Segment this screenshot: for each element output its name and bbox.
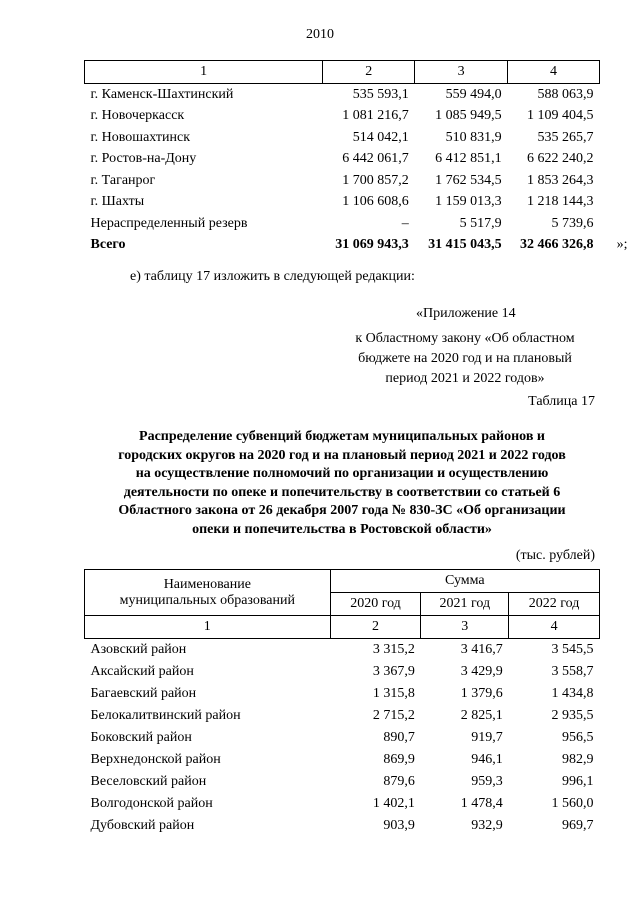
table-number: Таблица 17	[528, 394, 595, 409]
value-2021: 3 429,9	[460, 664, 503, 679]
municipality-name: Аксайский район	[90, 664, 194, 679]
column-number: 4	[509, 616, 600, 639]
value-2022: 956,5	[562, 730, 594, 745]
value-2022: 996,1	[562, 774, 594, 789]
law-line: бюджете на 2020 год и на плановый	[358, 351, 572, 366]
value-2020: 1 081 216,7	[342, 108, 409, 124]
column-header-year: 2020 год	[330, 593, 421, 616]
column-number: 1	[85, 61, 323, 84]
column-header-line: Наименование	[163, 576, 251, 592]
value-2021: 1 762 534,5	[435, 172, 502, 188]
value-2022: 3 558,7	[551, 664, 594, 679]
heading-line: Областного закона от 26 декабря 2007 года № 830-ЗС «Об организации	[118, 503, 566, 518]
total-2021: 31 415 043,5	[428, 237, 502, 253]
column-header-name	[85, 570, 331, 616]
value-2020: –	[401, 215, 409, 231]
table-17-numbers-row	[85, 616, 600, 639]
municipality-name: г. Новошахтинск	[90, 129, 191, 145]
value-2021: 1 379,6	[460, 686, 503, 701]
municipality-name: г. Каменск-Шахтинский	[90, 86, 234, 102]
page-number: 2010	[306, 27, 334, 42]
value-2020: 903,9	[383, 818, 415, 833]
column-number: 4	[508, 61, 600, 84]
value-2022: 5 739,6	[551, 215, 594, 231]
law-line: к Областному закону «Об областном	[355, 331, 575, 346]
table-17	[84, 569, 600, 837]
table-row	[85, 683, 600, 705]
municipality-name: г. Таганрог	[90, 172, 156, 188]
table-row	[85, 213, 600, 235]
value-2021: 946,1	[471, 752, 503, 767]
value-2020: 879,6	[383, 774, 415, 789]
value-2020: 3 367,9	[372, 664, 415, 679]
table-row	[85, 661, 600, 683]
law-line: период 2021 и 2022 годов»	[385, 371, 545, 386]
value-2021: 5 517,9	[459, 215, 502, 231]
table-row	[85, 749, 600, 771]
value-2021: 932,9	[471, 818, 503, 833]
table-row	[85, 84, 600, 106]
heading-line: на осуществление полномочий по организации и осуществлению	[135, 466, 549, 481]
closing-quote: »;	[616, 237, 628, 253]
law-reference	[330, 329, 600, 389]
column-number: 1	[85, 616, 331, 639]
value-2020: 514 042,1	[352, 129, 409, 145]
column-header-sum: Сумма	[330, 570, 599, 593]
appendix-label: «Приложение 14	[416, 306, 516, 321]
municipality-name: Багаевский район	[90, 686, 197, 701]
table-row	[85, 727, 600, 749]
table-1-total-row	[85, 235, 600, 257]
value-2021: 2 825,1	[460, 708, 503, 723]
value-2022: 1 218 144,3	[527, 194, 594, 210]
value-2022: 3 545,5	[551, 642, 594, 657]
value-2021: 3 416,7	[460, 642, 503, 657]
value-2021: 6 412 851,1	[435, 151, 502, 167]
value-2020: 1 106 608,6	[342, 194, 409, 210]
value-2020: 3 315,2	[372, 642, 415, 657]
value-2021: 959,3	[471, 774, 503, 789]
value-2022: 2 935,5	[551, 708, 594, 723]
units-label: (тыс. рублей)	[515, 548, 595, 563]
municipality-name: г. Ростов-на-Дону	[90, 151, 197, 167]
column-header-year: 2021 год	[421, 593, 509, 616]
municipality-name: Верхнедонской район	[90, 752, 221, 767]
heading-line: деятельности по опеке и попечительству в соответствии со статьей 6	[123, 484, 561, 500]
total-2020: 31 069 943,3	[335, 237, 409, 253]
value-2022: 1 853 264,3	[527, 172, 594, 188]
value-2020: 1 315,8	[372, 686, 415, 701]
table-row	[85, 170, 600, 192]
value-2020: 869,9	[383, 752, 415, 767]
value-2022: 1 560,0	[551, 796, 594, 811]
value-2021: 919,7	[471, 730, 503, 745]
value-2022: 982,9	[562, 752, 594, 767]
municipality-name: Боковский район	[90, 730, 192, 745]
value-2021: 1 478,4	[460, 796, 503, 811]
table-17-header-row	[85, 570, 600, 593]
value-2022: 6 622 240,2	[527, 151, 594, 167]
municipality-name: Нераспределенный резерв	[90, 215, 248, 231]
municipality-name: Волгодонской район	[90, 796, 213, 811]
municipality-name: г. Шахты	[90, 194, 145, 210]
value-2020: 535 593,1	[352, 86, 409, 102]
value-2022: 969,7	[562, 818, 594, 833]
value-2021: 510 831,9	[445, 129, 502, 145]
column-number: 3	[415, 61, 508, 84]
value-2020: 1 402,1	[372, 796, 415, 811]
table-row	[85, 106, 600, 128]
value-2021: 1 085 949,5	[435, 108, 502, 124]
value-2020: 6 442 061,7	[342, 151, 409, 167]
value-2022: 1 109 404,5	[527, 108, 594, 124]
column-number: 2	[323, 61, 415, 84]
value-2022: 1 434,8	[551, 686, 594, 701]
table-row	[85, 127, 600, 149]
heading-line: городских округов на 2020 год и на плановый период 2021 и 2022 годов	[118, 447, 566, 463]
table-row	[85, 149, 600, 171]
municipality-name: Веселовский район	[90, 774, 207, 789]
value-2021: 559 494,0	[445, 86, 502, 102]
table-1-header-row	[85, 61, 600, 84]
table-row	[85, 793, 600, 815]
total-2022-value: 32 466 326,8	[520, 237, 594, 253]
table-row	[85, 815, 600, 837]
value-2020: 890,7	[383, 730, 415, 745]
municipality-name: г. Новочеркасск	[90, 108, 185, 124]
value-2022: 535 265,7	[537, 129, 594, 145]
value-2021: 1 159 013,3	[435, 194, 502, 210]
total-label: Всего	[90, 237, 126, 253]
heading-line: опеки и попечительства в Ростовской области»	[192, 521, 492, 537]
total-2022	[508, 235, 628, 257]
column-number: 2	[330, 616, 421, 639]
table-row	[85, 639, 600, 662]
value-2022: 588 063,9	[537, 86, 594, 102]
table-row	[85, 771, 600, 793]
column-header-year: 2022 год	[509, 593, 600, 616]
municipality-name: Азовский район	[90, 642, 187, 657]
column-header-line: муниципальных образований	[119, 592, 295, 608]
table-row	[85, 705, 600, 727]
value-2020: 2 715,2	[372, 708, 415, 723]
heading-line: Распределение субвенций бюджетам муниципальных районов и	[139, 429, 545, 444]
table-1	[84, 60, 628, 256]
table-row	[85, 192, 600, 214]
municipality-name: Белокалитвинский район	[90, 708, 241, 723]
instruction-text: е) таблицу 17 изложить в следующей редакции:	[130, 269, 415, 284]
column-number: 3	[421, 616, 509, 639]
municipality-name: Дубовский район	[90, 818, 195, 833]
table-heading	[84, 428, 600, 539]
value-2020: 1 700 857,2	[342, 172, 409, 188]
